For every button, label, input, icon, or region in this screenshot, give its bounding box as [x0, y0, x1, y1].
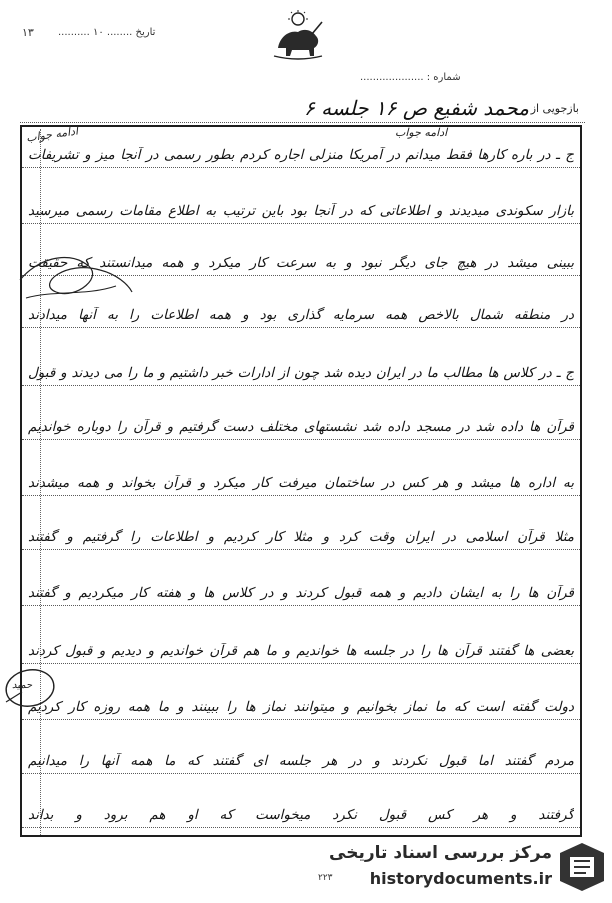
page-number: ۱۳ — [22, 26, 34, 39]
handwritten-text: دولت گفته است که ما نماز بخوانیم و میتوانند نماز ها را ببینند و ما همه روزه کار کردیم — [28, 699, 574, 715]
handwritten-text: در منطقه شمال بالاخص همه سرمایه گذاری بود و همه اطلاعات را به آنها میدادند — [28, 307, 574, 323]
handwritten-text: بازار سکوندی میدیدند و اطلاعاتی که در آنجا بود باین ترتیب به اطلاع مقامات رسمی میرسید — [28, 203, 574, 219]
handwritten-text: مثلا قرآن اسلامی در ایران وقت کرد و مثلا کار کردیم و اطلاعات را گرفتیم و گفتند — [28, 529, 574, 545]
handwritten-text: بعضی ها گفتند قرآن ها را در جلسه ها خواندیم و ما هم قرآن خواندیم و دیدیم و قبول کردند — [28, 643, 574, 659]
text-line — [22, 288, 580, 328]
text-line — [22, 128, 580, 168]
title-rule — [20, 122, 585, 123]
archive-logo-icon — [558, 841, 606, 893]
text-line — [22, 734, 580, 774]
handwritten-text: قرآن ها داده شد در مسجد داده شد نشستهای مختلف دست گرفتیم و قرآن را دوباره خواندیم — [28, 419, 574, 435]
handwritten-text: ببینی میشد در هیچ جای دیگر نبود و به سرعت کار میکرد و همه میدانستند که حقیقت — [28, 255, 574, 271]
date-field: تاریخ ........ ۱۰ .......... — [58, 27, 156, 38]
text-line — [22, 456, 580, 496]
margin-note-corner: ادامه جواب — [25, 124, 79, 145]
handwritten-text: قرآن ها را به ایشان دادیم و همه قبول کردند و در کلاس ها و هفته کار میکردیم و گفتند — [28, 585, 574, 601]
text-line — [22, 624, 580, 664]
title-label: بازجویی از — [530, 102, 579, 115]
text-line — [22, 788, 580, 828]
archive-name: مرکز بررسی اسناد تاریخی — [329, 843, 552, 863]
text-line — [22, 236, 580, 276]
handwritten-text: به اداره ها میشد و هر کس در ساختمان میرفت کار میکرد و قرآن بخواند و همه میشدند — [28, 475, 574, 491]
archive-stamp-number: ۲۲۳ — [318, 873, 333, 883]
handwritten-text: ج ـ در کلاس ها مطالب ما در ایران دیده شد چون از ادارات خبر داشتیم و ما را می دیدند و قبول — [28, 365, 574, 381]
text-line — [22, 400, 580, 440]
interrogation-title-row — [20, 96, 585, 124]
text-line — [22, 510, 580, 550]
subject-name: محمد شفیع ص ۱۶ جلسه ۶ — [304, 96, 529, 120]
handwritten-text: ج ـ در باره کارها فقط میدانم در آمریکا منزلی اجاره کردم بطور رسمی در آنجا میز و تشریفات — [28, 147, 574, 163]
text-line — [22, 566, 580, 606]
archive-website: historydocuments.ir — [369, 869, 552, 888]
handwritten-text: مردم گفتند اما قبول نکردند و در هر جلسه ای گفتند که ما همه آنها را میدانیم — [28, 753, 574, 769]
text-line — [22, 346, 580, 386]
handwritten-text: گرفتند و هر کس قبول نکرد میخواست که او هم برود و بداند — [28, 807, 574, 823]
margin-note-top: ادامه جواب — [395, 126, 448, 139]
number-field: شماره : .................... — [360, 72, 461, 83]
lion-and-sun-emblem-icon — [268, 10, 328, 62]
text-line — [22, 680, 580, 720]
text-line — [22, 184, 580, 224]
archive-watermark — [320, 835, 610, 899]
margin-note-oval: حمید — [12, 680, 33, 691]
